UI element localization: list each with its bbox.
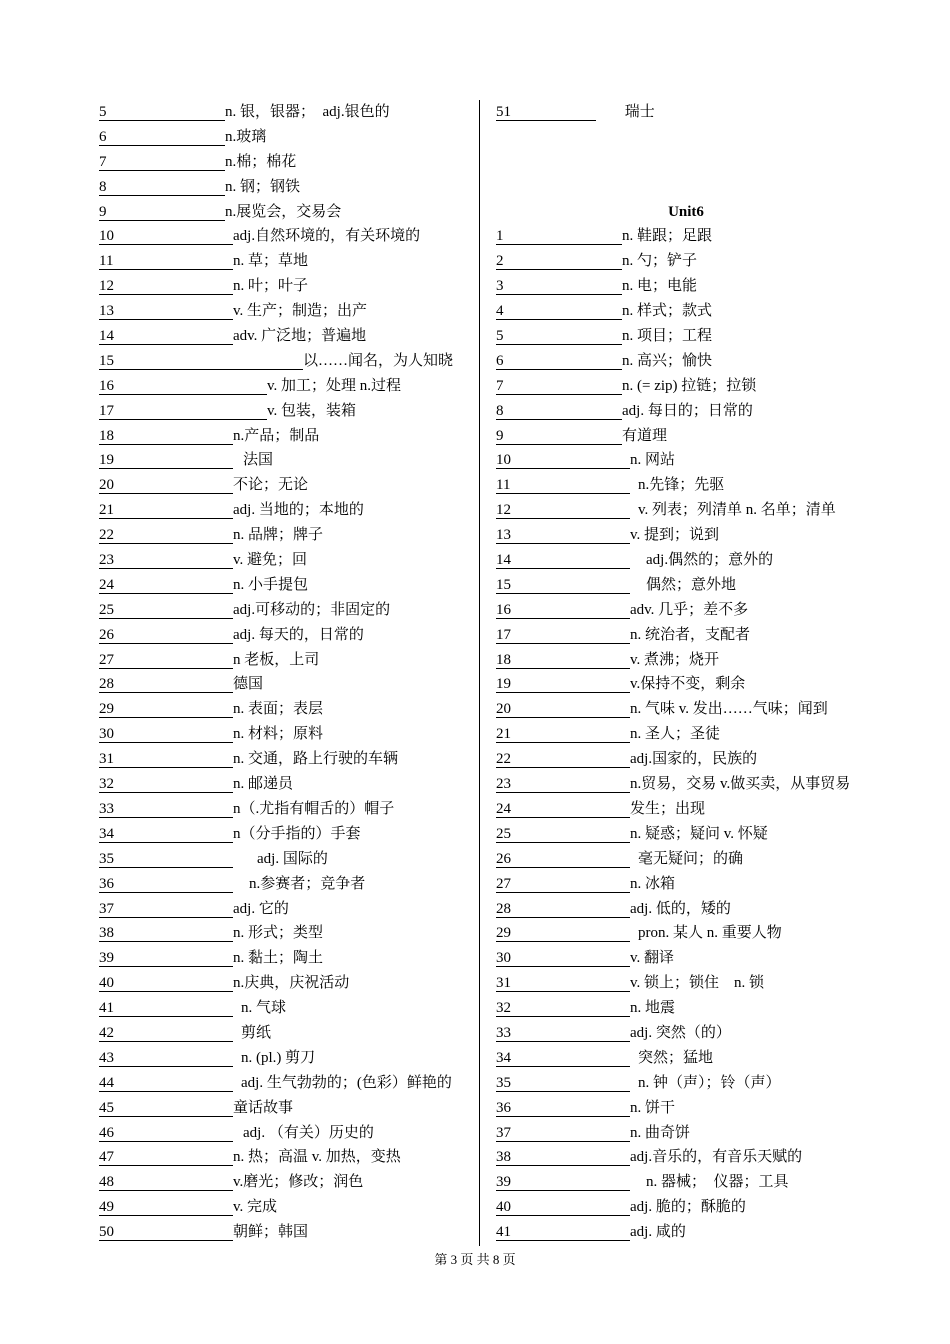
definition: n 老板，上司 — [233, 651, 320, 668]
definition: adj. 每天的，日常的 — [233, 626, 364, 643]
blank-number[interactable]: 13 — [496, 527, 630, 544]
list-item — [496, 648, 876, 673]
list-item — [99, 150, 471, 175]
definition: n. 小手提包 — [233, 576, 309, 593]
blank-number[interactable]: 23 — [99, 552, 233, 569]
definition: n. 叶；叶子 — [233, 278, 309, 295]
list-item — [496, 324, 876, 349]
list-item — [99, 722, 471, 747]
definition: n. 饼干 — [630, 1099, 676, 1116]
definition: v. 生产；制造；出产 — [233, 303, 368, 320]
definition: n. 形式；类型 — [233, 925, 324, 942]
list-item — [99, 1021, 471, 1046]
list-item — [496, 573, 876, 598]
blank-number[interactable]: 9 — [99, 204, 225, 221]
list-item — [496, 847, 876, 872]
definition: v. 提到；说到 — [630, 527, 720, 544]
blank-number[interactable]: 39 — [496, 1174, 630, 1191]
list-item — [99, 1170, 471, 1195]
blank-number[interactable]: 6 — [99, 129, 225, 146]
blank-number[interactable]: 51 — [496, 104, 596, 121]
list-item — [99, 523, 471, 548]
definition: 有道理 — [622, 427, 668, 444]
definition: 朝鲜；韩国 — [233, 1224, 309, 1241]
blank-number[interactable]: 44 — [99, 1075, 233, 1092]
list-item — [496, 424, 876, 449]
list-item — [496, 1121, 876, 1146]
list-item — [496, 1071, 876, 1096]
list-item — [496, 249, 876, 274]
blank-number[interactable]: 17 — [496, 627, 630, 644]
list-item — [496, 399, 876, 424]
list-item — [99, 772, 471, 797]
definition: 瑞士 — [624, 104, 655, 120]
list-item — [496, 1195, 876, 1220]
definition: n. 勺；铲子 — [622, 253, 698, 270]
list-item — [99, 573, 471, 598]
blank-number[interactable]: 36 — [99, 876, 233, 893]
blank-number[interactable]: 21 — [99, 502, 233, 519]
definition: n. 圣人；圣徒 — [630, 726, 721, 743]
list-item — [99, 598, 471, 623]
blank-number[interactable]: 43 — [99, 1050, 233, 1067]
definition: v.磨光；修改；润色 — [233, 1174, 364, 1191]
definition: v. 煮沸；烧开 — [630, 651, 720, 668]
blank-number[interactable]: 16 — [496, 602, 630, 619]
list-item — [496, 822, 876, 847]
list-item — [99, 100, 471, 125]
blank-number[interactable]: 26 — [496, 851, 630, 868]
blank-number[interactable]: 7 — [496, 378, 622, 395]
definition: n.庆典，庆祝活动 — [233, 975, 350, 992]
list-item — [99, 797, 471, 822]
definition: v. 锁上；锁住 n. 锁 — [630, 975, 765, 992]
list-item — [99, 324, 471, 349]
page-footer: 第 3 页 共 8 页 — [434, 1252, 516, 1267]
definition: n.展览会，交易会 — [225, 203, 342, 220]
blank-number[interactable]: 50 — [99, 1224, 233, 1241]
blank-number[interactable]: 32 — [496, 1000, 630, 1017]
definition: n.产品；制品 — [233, 427, 320, 444]
list-item — [496, 473, 876, 498]
blank-number[interactable]: 34 — [496, 1050, 630, 1067]
definition: n.参赛者；竞争者 — [249, 875, 366, 892]
blank-number[interactable]: 21 — [496, 726, 630, 743]
blank-number[interactable]: 42 — [99, 1025, 233, 1042]
blank-number[interactable]: 12 — [99, 278, 233, 295]
list-item — [99, 125, 471, 150]
left-column — [99, 100, 471, 1245]
list-item — [496, 1021, 876, 1046]
definition: adv. 广泛地；普遍地 — [233, 328, 367, 345]
definition: adj.音乐的，有音乐天赋的 — [630, 1149, 803, 1166]
list-item — [496, 548, 876, 573]
definition: v.保持不变，剩余 — [630, 676, 746, 693]
spacer — [496, 175, 876, 200]
definition: n. 气味 v. 发出……气味；闻到 — [630, 701, 828, 718]
list-item — [99, 1046, 471, 1071]
definition: v. 翻译 — [630, 950, 675, 967]
definition: adj. 当地的；本地的 — [233, 502, 364, 519]
list-item — [99, 971, 471, 996]
definition: 德国 — [233, 676, 264, 693]
definition: n. 电；电能 — [622, 278, 698, 295]
definition: n. 表面；表层 — [233, 701, 324, 718]
blank-number[interactable]: 9 — [496, 428, 622, 445]
blank-number[interactable]: 31 — [496, 975, 630, 992]
list-item — [496, 598, 876, 623]
blank-number[interactable]: 19 — [496, 676, 630, 693]
definition: v. 完成 — [233, 1199, 278, 1216]
right-entry-list — [496, 224, 876, 1245]
list-item — [99, 374, 471, 399]
right-column — [496, 100, 876, 1245]
definition: n. 统治者，支配者 — [630, 626, 751, 643]
blank-number[interactable]: 36 — [496, 1100, 630, 1117]
list-item — [496, 224, 876, 249]
definition: n. 品牌；牌子 — [233, 527, 324, 544]
definition: n. 钟（声）；铃（声） — [638, 1074, 781, 1091]
blank-number[interactable]: 37 — [99, 901, 233, 918]
definition: n. 疑惑；疑问 v. 怀疑 — [630, 825, 768, 842]
blank-number[interactable]: 38 — [496, 1149, 630, 1166]
blank-number[interactable]: 15 — [496, 577, 630, 594]
definition: v. 避免；回 — [233, 552, 308, 569]
definition: n. 材料；原料 — [233, 726, 324, 743]
list-item — [496, 1096, 876, 1121]
list-item — [99, 697, 471, 722]
list-item — [496, 697, 876, 722]
definition: v. 包装，装箱 — [267, 402, 357, 419]
definition: adj. 国际的 — [257, 850, 328, 867]
blank-number[interactable]: 4 — [496, 303, 622, 320]
blank-number[interactable]: 29 — [99, 701, 233, 718]
definition: n. 鞋跟；足跟 — [622, 228, 713, 245]
blank-number[interactable]: 45 — [99, 1100, 233, 1117]
list-item — [99, 672, 471, 697]
list-item — [99, 1071, 471, 1096]
list-item — [496, 897, 876, 922]
definition: adj. 脆的；酥脆的 — [630, 1199, 746, 1216]
blank-number[interactable]: 28 — [496, 901, 630, 918]
blank-number[interactable]: 15 — [99, 353, 303, 370]
list-item — [496, 797, 876, 822]
blank-number[interactable]: 18 — [496, 652, 630, 669]
blank-number[interactable]: 22 — [99, 527, 233, 544]
blank-number[interactable]: 48 — [99, 1174, 233, 1191]
blank-number[interactable]: 8 — [496, 403, 622, 420]
blank-number[interactable]: 33 — [99, 801, 233, 818]
list-item — [496, 1220, 876, 1245]
definition: n（分手指的）手套 — [233, 825, 361, 842]
list-item — [496, 1170, 876, 1195]
blank-number[interactable]: 5 — [99, 104, 225, 121]
blank-number[interactable]: 3 — [496, 278, 622, 295]
list-item — [496, 100, 876, 125]
list-item — [496, 498, 876, 523]
blank-number[interactable]: 27 — [496, 876, 630, 893]
blank-number[interactable]: 26 — [99, 627, 233, 644]
definition: n. 气球 — [241, 1000, 287, 1017]
blank-number[interactable]: 14 — [99, 328, 233, 345]
definition: 突然；猛地 — [638, 1049, 714, 1066]
blank-number[interactable]: 40 — [496, 1199, 630, 1216]
definition: n. 邮递员 — [233, 776, 294, 793]
list-item — [99, 996, 471, 1021]
blank-number[interactable]: 30 — [99, 726, 233, 743]
blank-number[interactable]: 16 — [99, 378, 267, 395]
blank-number[interactable]: 46 — [99, 1125, 233, 1142]
blank-number[interactable]: 5 — [496, 328, 622, 345]
list-item — [99, 822, 471, 847]
definition: n. 项目；工程 — [622, 328, 713, 345]
definition: v. 加工；处理 n.过程 — [267, 377, 402, 394]
blank-number[interactable]: 17 — [99, 403, 267, 420]
definition: n. 曲奇饼 — [630, 1124, 691, 1141]
list-item — [496, 872, 876, 897]
list-item — [496, 299, 876, 324]
blank-number[interactable]: 12 — [496, 502, 630, 519]
list-item — [99, 249, 471, 274]
definition: 不论；无论 — [233, 477, 309, 494]
list-item — [496, 996, 876, 1021]
list-item — [99, 897, 471, 922]
definition: 毫无疑问；的确 — [638, 850, 744, 867]
definition: n. 样式；款式 — [622, 303, 713, 320]
list-item — [99, 224, 471, 249]
definition: adj. 生气勃勃的；(色彩）鲜艳的 — [241, 1074, 452, 1091]
blank-number[interactable]: 37 — [496, 1125, 630, 1142]
definition: n. (= zip) 拉链；拉锁 — [622, 377, 757, 394]
blank-number[interactable]: 35 — [496, 1075, 630, 1092]
definition: n.玻璃 — [225, 128, 267, 145]
list-item — [99, 623, 471, 648]
list-item — [99, 175, 471, 200]
blank-number[interactable]: 24 — [99, 577, 233, 594]
definition: n. (pl.) 剪刀 — [241, 1049, 316, 1066]
definition: pron. 某人 n. 重要人物 — [638, 925, 782, 942]
list-item — [496, 672, 876, 697]
definition: n. 银，银器； adj.银色的 — [225, 104, 390, 120]
list-item — [99, 498, 471, 523]
definition: 偶然；意外地 — [646, 576, 737, 593]
list-item — [99, 946, 471, 971]
blank-number[interactable]: 30 — [496, 950, 630, 967]
blank-number[interactable]: 22 — [496, 751, 630, 768]
blank-number[interactable]: 18 — [99, 428, 233, 445]
list-item — [496, 274, 876, 299]
list-item — [99, 1220, 471, 1245]
blank-number[interactable]: 33 — [496, 1025, 630, 1042]
blank-number[interactable]: 10 — [496, 452, 630, 469]
definition: adj.国家的，民族的 — [630, 751, 758, 768]
blank-number[interactable]: 8 — [99, 179, 225, 196]
list-item — [496, 1046, 876, 1071]
definition: adv. 几乎；差不多 — [630, 601, 749, 618]
definition: n. 交通，路上行驶的车辆 — [233, 751, 399, 768]
definition: adj.可移动的；非固定的 — [233, 601, 391, 618]
list-item — [99, 1096, 471, 1121]
list-item — [99, 847, 471, 872]
list-item — [99, 424, 471, 449]
list-item — [496, 971, 876, 996]
definition: 法国 — [243, 452, 274, 469]
definition: n. 冰箱 — [630, 875, 676, 892]
definition: n. 网站 — [630, 452, 676, 469]
list-item — [99, 548, 471, 573]
list-item — [496, 349, 876, 374]
definition: n. 草；草地 — [233, 253, 309, 270]
definition: n.贸易，交易 v.做买卖，从事贸易 — [630, 776, 851, 793]
blank-number[interactable]: 35 — [99, 851, 233, 868]
blank-number[interactable]: 39 — [99, 950, 233, 967]
list-item — [496, 772, 876, 797]
definition: n.棉；棉花 — [225, 153, 297, 170]
blank-number[interactable]: 13 — [99, 303, 233, 320]
blank-number[interactable]: 25 — [496, 826, 630, 843]
blank-number[interactable]: 41 — [99, 1000, 233, 1017]
list-item — [99, 200, 471, 225]
list-item — [496, 448, 876, 473]
list-item — [99, 921, 471, 946]
list-item — [99, 349, 471, 374]
blank-number[interactable]: 38 — [99, 925, 233, 942]
list-item — [496, 623, 876, 648]
list-item — [496, 523, 876, 548]
definition: adj. 咸的 — [630, 1224, 686, 1241]
blank-number[interactable]: 28 — [99, 676, 233, 693]
list-item — [99, 299, 471, 324]
blank-number[interactable]: 2 — [496, 253, 622, 270]
list-item — [99, 448, 471, 473]
definition: v. 列表；列清单 n. 名单；清单 — [638, 502, 836, 519]
definition: 以……闻名，为人知晓 — [303, 352, 454, 369]
definition: adj. 它的 — [233, 900, 289, 917]
definition: n.先锋；先驱 — [638, 477, 725, 494]
definition: 发生；出现 — [630, 800, 706, 817]
list-item — [99, 1121, 471, 1146]
blank-number[interactable]: 25 — [99, 602, 233, 619]
list-item — [99, 648, 471, 673]
definition: n. 钢；钢铁 — [225, 178, 301, 195]
list-item — [99, 473, 471, 498]
definition: n（.尤指有帽舌的）帽子 — [233, 800, 395, 817]
column-divider — [479, 100, 480, 1246]
definition: adj. 突然（的） — [630, 1024, 731, 1041]
blank-number[interactable]: 20 — [99, 477, 233, 494]
blank-number[interactable]: 41 — [496, 1224, 630, 1241]
unit-title: Unit6 — [668, 203, 704, 220]
list-item — [496, 921, 876, 946]
definition: adj. 低的，矮的 — [630, 900, 731, 917]
definition: n. 高兴；愉快 — [622, 352, 713, 369]
blank-number[interactable]: 20 — [496, 701, 630, 718]
blank-number[interactable]: 34 — [99, 826, 233, 843]
blank-number[interactable]: 1 — [496, 228, 622, 245]
spacer — [496, 125, 876, 150]
blank-number[interactable]: 31 — [99, 751, 233, 768]
blank-number[interactable]: 29 — [496, 925, 630, 942]
list-item — [496, 747, 876, 772]
blank-number[interactable]: 19 — [99, 452, 233, 469]
blank-number[interactable]: 23 — [496, 776, 630, 793]
definition: adj.偶然的；意外的 — [646, 552, 774, 569]
list-item — [496, 374, 876, 399]
blank-number[interactable]: 7 — [99, 154, 225, 171]
blank-number[interactable]: 14 — [496, 552, 630, 569]
list-item — [99, 872, 471, 897]
blank-number[interactable]: 24 — [496, 801, 630, 818]
definition: 剪纸 — [241, 1024, 272, 1041]
blank-number[interactable]: 10 — [99, 228, 233, 245]
definition: 童话故事 — [233, 1099, 294, 1116]
definition: n. 黏土；陶土 — [233, 950, 324, 967]
spacer — [496, 150, 876, 175]
definition: n. 地震 — [630, 1000, 676, 1017]
definition: n. 器械； 仪器；工具 — [646, 1174, 789, 1191]
blank-number[interactable]: 11 — [99, 253, 233, 270]
blank-number[interactable]: 47 — [99, 1149, 233, 1166]
definition: adj.自然环境的，有关环境的 — [233, 228, 421, 245]
list-item — [99, 747, 471, 772]
blank-number[interactable]: 6 — [496, 353, 622, 370]
definition: n. 热；高温 v. 加热，变热 — [233, 1149, 401, 1166]
list-item — [99, 399, 471, 424]
blank-number[interactable]: 49 — [99, 1199, 233, 1216]
definition: adj. （有关）历史的 — [243, 1124, 374, 1141]
list-item — [496, 946, 876, 971]
list-item — [99, 1145, 471, 1170]
list-item — [496, 722, 876, 747]
blank-number[interactable]: 32 — [99, 776, 233, 793]
blank-number[interactable]: 27 — [99, 652, 233, 669]
list-item — [496, 1145, 876, 1170]
list-item — [99, 274, 471, 299]
blank-number[interactable]: 11 — [496, 477, 630, 494]
list-item — [99, 1195, 471, 1220]
definition: adj. 每日的；日常的 — [622, 402, 753, 419]
blank-number[interactable]: 40 — [99, 975, 233, 992]
